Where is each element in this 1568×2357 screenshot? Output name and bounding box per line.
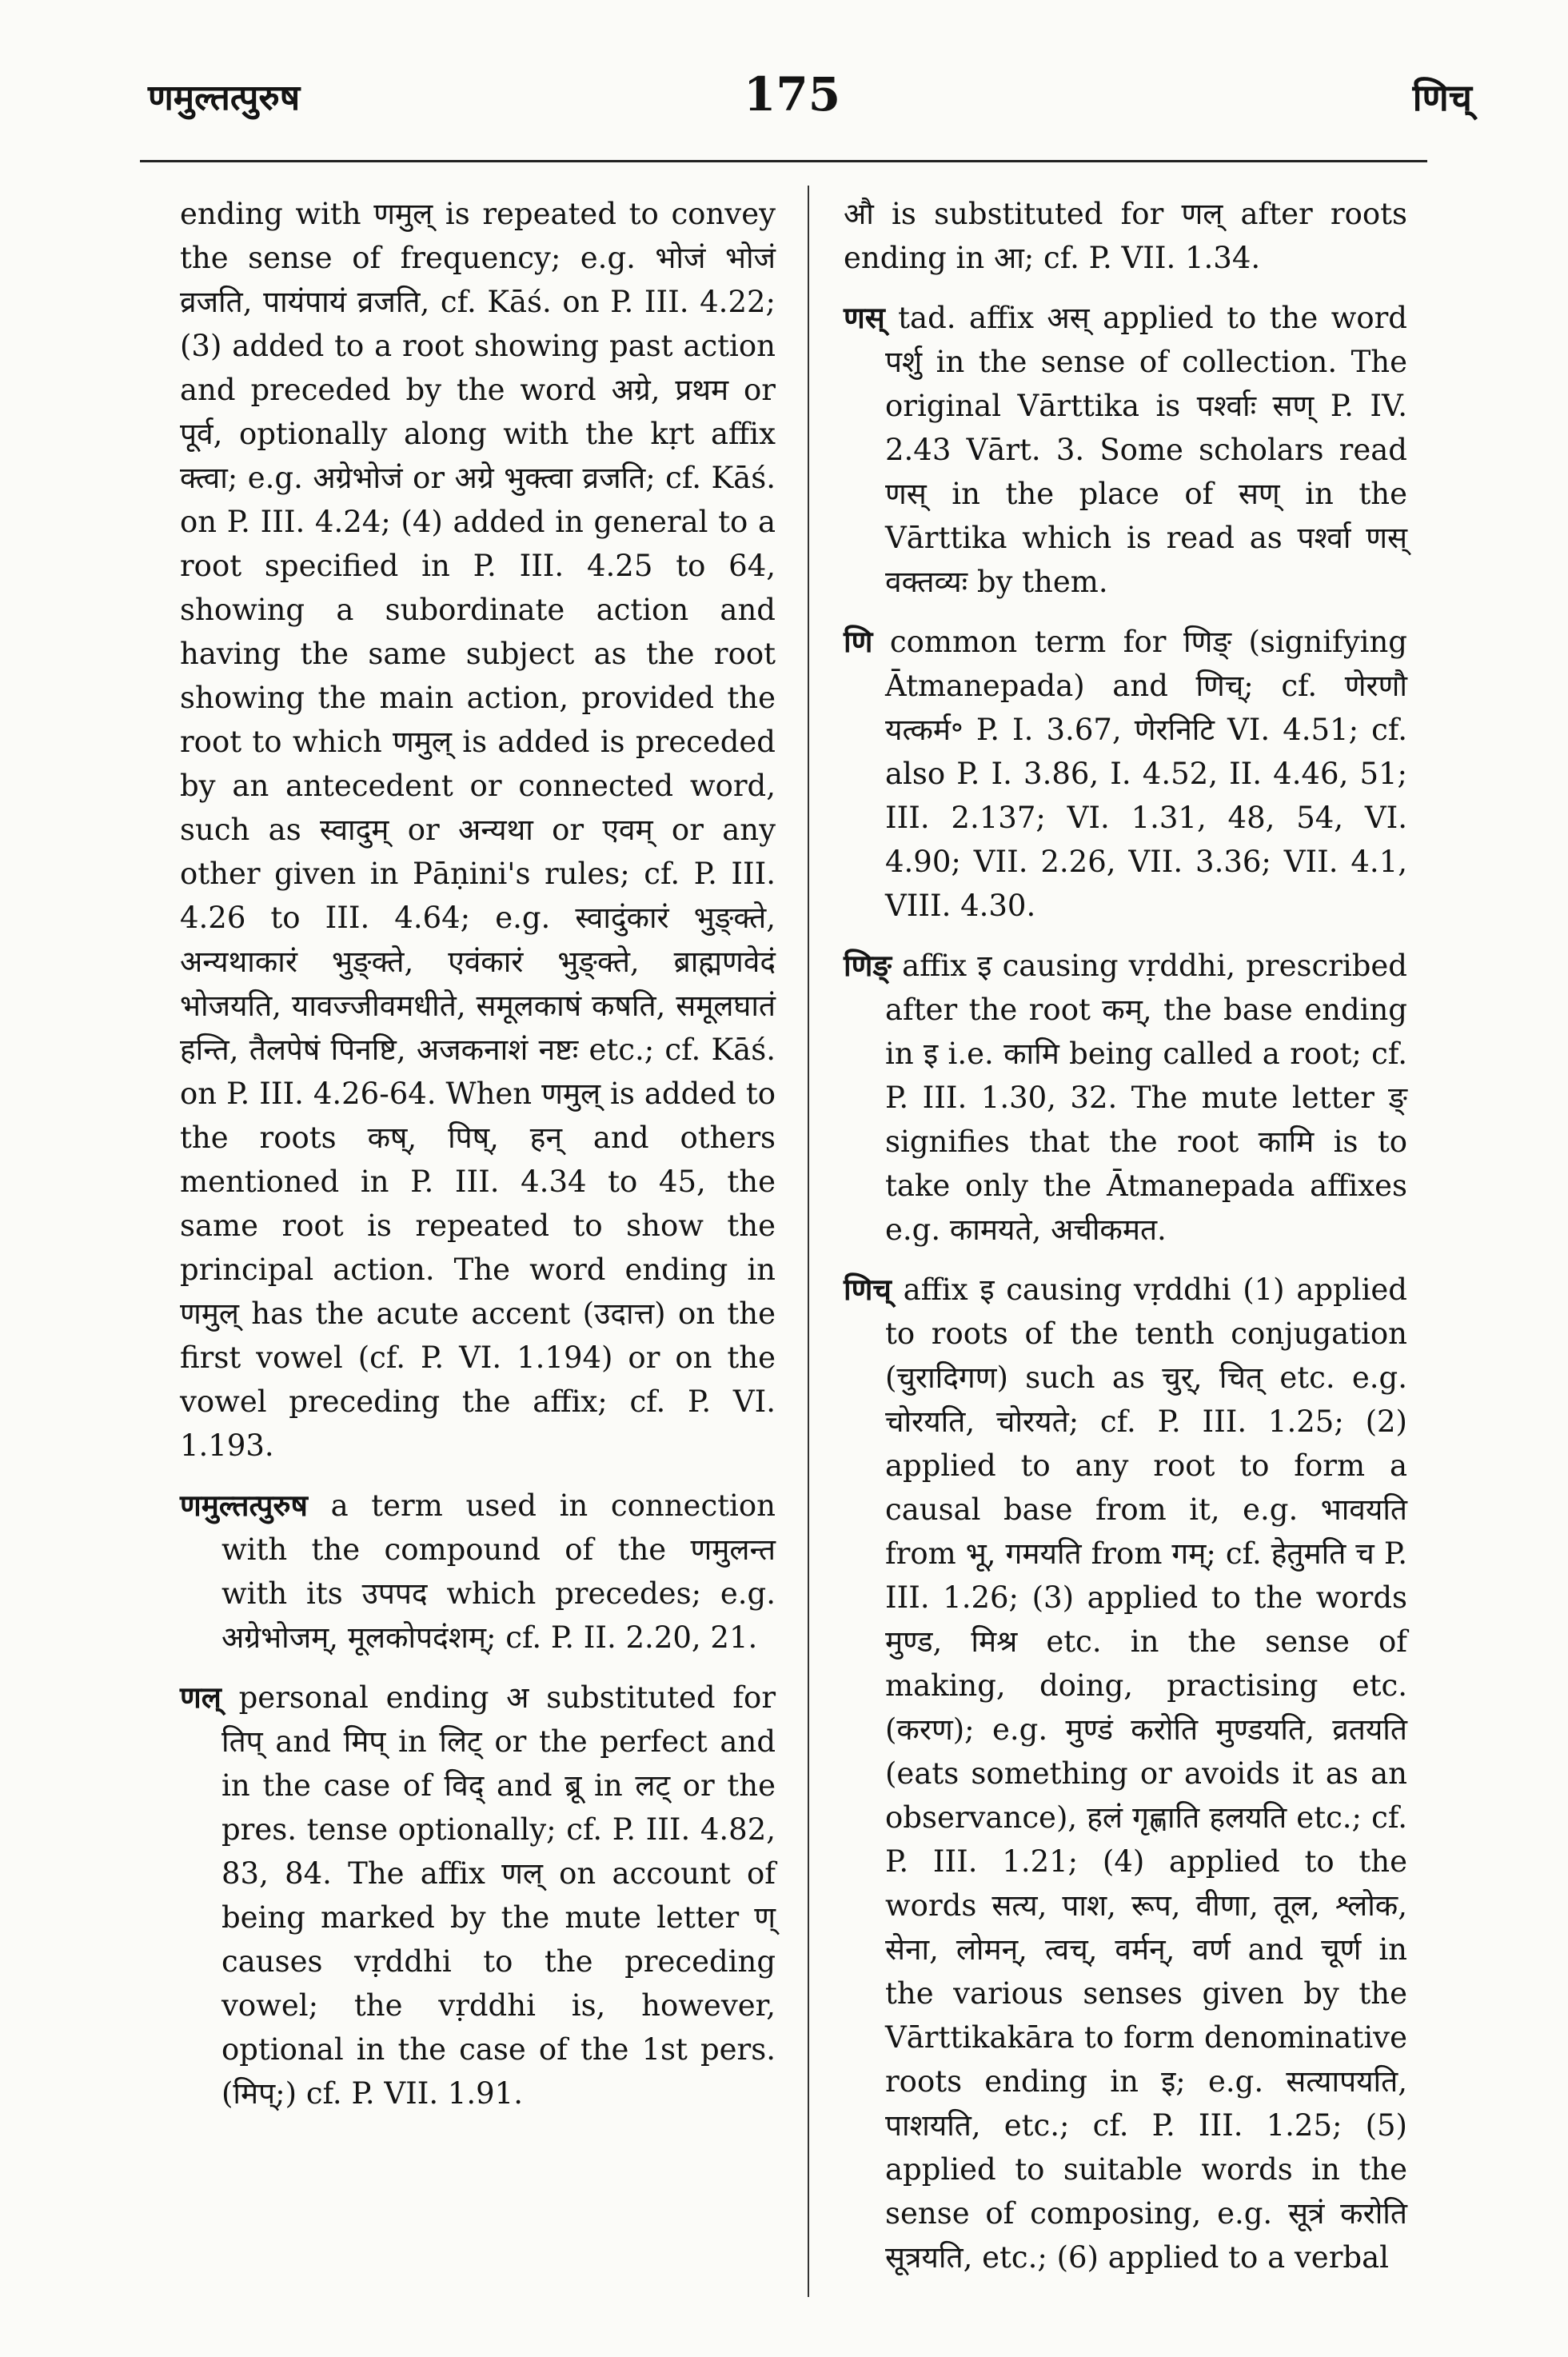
entry-continuation: ending with णमुल् is repeated to convey the sense of frequency; e.g. भोजं भोजं व्रजति, पायंपायं व्रजति, cf. Kāś. on P. III. 4.22; (3) added to a root showing past action and preceded by the word अग्रे, प्रथम or पूर्व, optionally along with the kṛt affix क्त्वा; e.g. अग्रेभोजं or अग्रे भुक्त्वा व्रजति; cf. Kāś. on P. III. 4.24; (4) added in general to a root specified in P. III. 4.25 to 64, showing a subordinate action and having the same subject as the root showing the main action, provided the root to which णमुल् is added is preceded by an antecedent or connected word, such as स्वादुम् or अन्यथा or एवम् or any other given in Pāṇini's rules; cf. P. III. 4.26 to III. 4.64; e.g. स्वादुंकारं भुङ्क्ते, अन्यथाकारं भुङ्क्ते, एवंकारं भुङ्क्ते, ब्राह्मणवेदं भोजयति, यावज्जीवमधीते, समूलकाषं कषति, समूलघातं हन्ति, तैलपेषं पिनष्टि, अजकनाशं नष्टः etc.; cf. Kāś. on P. III. 4.26-64. When णमुल् is added to the roots कष्, पिष्, हन् and others mentioned in P. III. 4.34 to 45, the same root is repeated to show the principal action. The word ending in णमुल् has the acute accent (उदात्त) on the first vowel (cf. P. VI. 1.194) or on the vowel preceding the affix; cf. P. VI. 1.193. — [180, 197, 776, 1463]
left-column — [180, 192, 776, 2131]
entry-headword: णल् — [180, 1680, 221, 1715]
dictionary-entry — [844, 620, 1407, 928]
entry-headword: णस् — [844, 300, 885, 335]
dictionary-entry — [844, 296, 1407, 604]
page-header — [0, 67, 1568, 144]
entry-text: affix इ causing vṛddhi, prescribed after the root कम्, the base ending in इ i.e. कामि being called a root; cf. P. III. 1.30, 32. The mute letter ङ् signifies that the root कामि is to take only the Ātmanepada affixes e.g. कामयते, अचीकमत. — [885, 949, 1407, 1247]
entry-continuation: औ is substituted for णल् after roots ending in आ; cf. P. VII. 1.34. — [844, 197, 1407, 275]
entry-headword: णिङ् — [844, 948, 892, 983]
entry-text: a term used in connection with the compound of the णमुलन्त with its उपपद which precedes; e.g. अग्रेभोजम्, मूलकोपदंशम्; cf. P. II. 2.20, 21. — [221, 1488, 776, 1655]
running-head-right: णिच् — [1412, 76, 1472, 119]
dictionary-entry — [844, 1268, 1407, 2279]
running-head-left: णमुल्तत्पुरुष — [148, 78, 301, 118]
entry-headword: णमुल्तत्पुरुष — [180, 1488, 308, 1523]
header-rule — [140, 160, 1427, 162]
entry-headword: णि — [844, 624, 873, 659]
entry-text: personal ending अ substituted for तिप् and मिप् in लिट् or the perfect and in the case of विद् and ब्रू in लट् or the pres. tense optionally; cf. P. III. 4.82, 83, 84. The affix णल् on account of being marked by the mute letter ण् causes vṛddhi to the preceding vowel; the vṛddhi is, however, optional in the case of the 1st pers. (मिप्;) cf. P. VII. 1.91. — [221, 1680, 776, 2111]
right-column — [844, 192, 1407, 2295]
entry-text: tad. affix अस् applied to the word पर्शु in the sense of collection. The original Vārttika is पर्श्वाः सण् P. IV. 2.43 Vārt. 3. Some scholars read णस् in the place of सण् in the Vārttika which is read as पर्श्वा णस् वक्तव्यः by them. — [885, 301, 1407, 599]
entry-headword: णिच् — [844, 1272, 892, 1307]
dictionary-entry — [844, 944, 1407, 1252]
page-number: 175 — [744, 67, 841, 122]
dictionary-entry — [180, 1676, 776, 2115]
entry-text: common term for णिङ् (signifying Ātmanepada) and णिच्; cf. णेरणौ यत्कर्म॰ P. I. 3.67, णेरनिटि VI. 4.51; cf. also P. I. 3.86, I. 4.52, II. 4.46, 51; III. 2.137; VI. 1.31, 48, 54, VI. 4.90; VII. 2.26, VII. 3.36; VII. 4.1, VIII. 4.30. — [885, 625, 1407, 923]
column-divider — [808, 186, 809, 2297]
entry-text: affix इ causing vṛddhi (1) applied to roots of the tenth conjugation (चुरादिगण) such as चुर्, चित् etc. e.g. चोरयति, चोरयते; cf. P. III. 1.25; (2) applied to any root to form a causal base from it, e.g. भावयति from भू, गमयति from गम्; cf. हेतुमति च P. III. 1.26; (3) applied to the words मुण्ड, मिश्र etc. in the sense of making, doing, practising etc. (करण); e.g. मुण्डं करोति मुण्डयति, व्रतयति (eats something or avoids it as an observance), हलं गृह्णाति हलयति etc.; cf. P. III. 1.21; (4) applied to the words सत्य, पाश, रूप, वीणा, तूल, श्लोक, सेना, लोमन्, त्वच्, वर्मन्, वर्ण and चूर्ण in the various senses given by the Vārttikakāra to form denominative roots ending in इ; e.g. सत्यापयति, पाशयति, etc.; cf. P. III. 1.25; (5) applied to suitable words in the sense of composing, e.g. सूत्रं करोति सूत्रयति, etc.; (6) applied to a verbal — [885, 1272, 1407, 2275]
dictionary-entry — [180, 1484, 776, 1660]
